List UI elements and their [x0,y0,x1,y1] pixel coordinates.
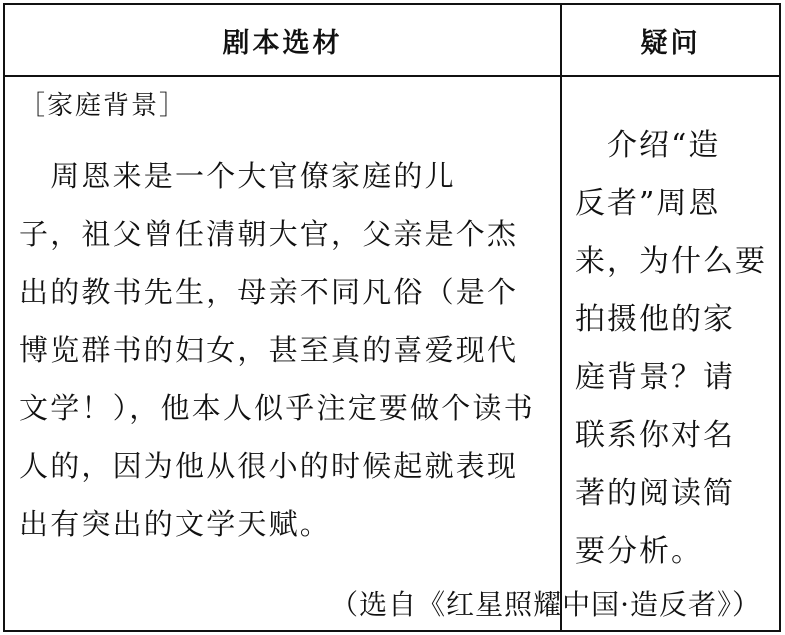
question-line: 拍摄他的家 [575,302,735,337]
question-line: 要分析。 [575,534,703,569]
question-line: 反者”周恩 [575,186,721,221]
excerpt-line: 子，祖父曾任清朝大官，父亲是个杰 [19,217,519,251]
header-script-material: 剧本选材 [222,27,343,59]
excerpt-body [19,147,549,553]
question-line: 来，为什么要 [575,244,767,279]
excerpt-source: （选自《红星照耀中国·造反者》） [330,588,761,621]
excerpt-line: 周恩来是一个大官僚家庭的儿 [19,159,456,193]
table-frame [3,3,781,632]
excerpt-line: 博览群书的妇女，甚至真的喜爱现代 [19,333,519,367]
header-divider [5,75,779,77]
section-tag: ［家庭背景］ [19,91,188,121]
question-line: 介绍“造 [575,128,721,163]
header-question: 疑问 [640,27,701,59]
question-text [575,117,775,581]
column-divider [560,5,562,630]
question-line: 联系你对名 [575,418,735,453]
excerpt-line: 文学！），他本人似乎注定要做个读书 [19,391,535,425]
question-line: 庭背景？请 [575,360,735,395]
excerpt-line: 出的教书先生，母亲不同凡俗（是个 [19,275,519,309]
excerpt-line: 人的，因为他从很小的时候起就表现 [19,449,519,483]
question-line: 著的阅读简 [575,476,735,511]
excerpt-line: 出有突出的文学天赋。 [19,507,332,541]
